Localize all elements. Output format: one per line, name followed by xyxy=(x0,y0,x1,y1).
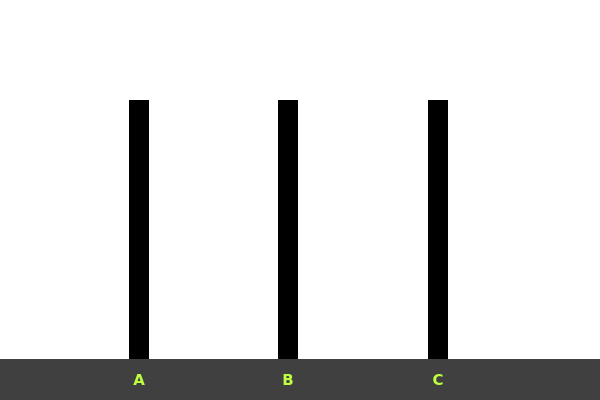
peg-c[interactable] xyxy=(428,100,448,360)
peg-b[interactable] xyxy=(278,100,298,360)
peg-label-a: A xyxy=(133,371,145,389)
peg-label-c: C xyxy=(432,371,444,389)
peg-label-b: B xyxy=(282,371,294,389)
peg-a[interactable] xyxy=(129,100,149,360)
